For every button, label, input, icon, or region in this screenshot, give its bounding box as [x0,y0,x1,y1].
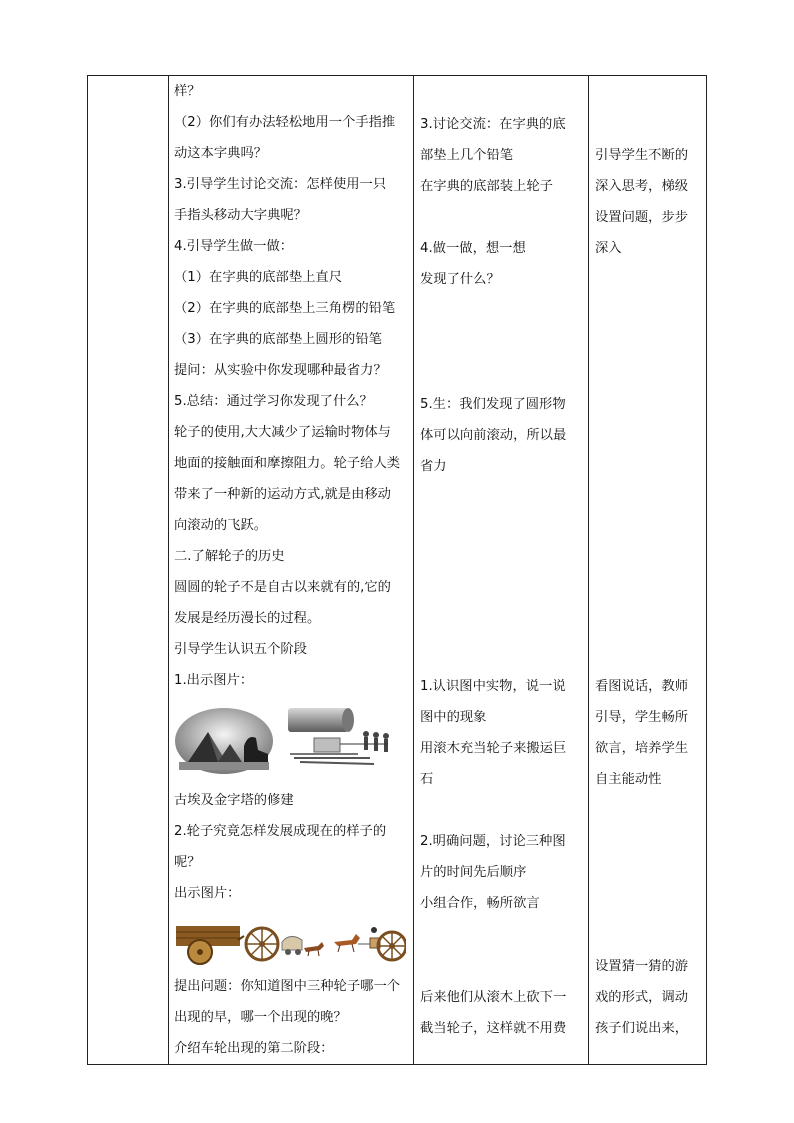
c2-2: 动这本字典吗？ [174,146,268,161]
c2-12: 地面的接触面和摩擦阻力。轮子给人类 [174,456,401,471]
c2-14: 向滚动的飞跃。 [174,518,268,533]
column-divider [588,76,589,1064]
c2-10: 5.总结：通过学习你发现了什么？ [174,394,373,409]
c3-12: 2.明确问题，讨论三种图 [420,834,566,849]
column-divider [413,76,414,1064]
c3-1: 部垫上几个铅笔 [420,148,514,163]
c2-5: 4.引导学生做一做： [174,239,294,254]
pyramid-sphinx-photo [175,708,273,774]
c3-14: 小组合作，畅所欲言 [420,896,540,911]
c3-7: 省力 [420,459,447,474]
c3-9: 图中的现象 [420,710,487,725]
wheels-figure [174,918,406,966]
c3-4: 发现了什么？ [420,272,500,287]
c4-3: 深入 [595,241,622,256]
c4-7: 自主能动性 [595,772,662,787]
c3-13: 片的时间先后顺序 [420,865,527,880]
c2-23: 出示图片： [174,886,241,901]
c2-17: 发展是经历漫长的过程。 [174,611,321,626]
c3-15: 后来他们从滚木上砍下一 [420,990,567,1005]
design-intent-column [595,76,707,1064]
c4-8: 设置猜一猜的游 [595,959,689,974]
c4-0: 引导学生不断的 [595,148,689,163]
c2-19: 1.出示图片： [174,673,254,688]
c2-0: 样？ [174,84,201,99]
c3-3: 4.做一做，想一想 [420,241,526,256]
c3-10: 用滚木充当轮子来搬运巨 [420,741,567,756]
c4-5: 引导，学生畅所 [595,710,689,725]
c2-20: 古埃及金字塔的修建 [174,793,294,808]
c2-3: 3.引导学生讨论交流：怎样使用一只 [174,177,387,192]
horse-wagon [246,928,324,960]
lesson-table [87,75,707,1065]
c3-0: 3.讨论交流：在字典的底 [420,117,566,132]
teacher-activity-column [174,76,412,1064]
c4-2: 设置问题，步步 [595,210,689,225]
empty-first-column [88,76,168,1064]
c2-24: 提出问题：你知道图中三种轮子哪一个 [174,979,401,994]
c2-11: 轮子的使用,大大减少了运输时物体与 [174,425,391,440]
c2-21: 2.轮子究竟怎样发展成现在的样子的 [174,824,387,839]
c2-22: 呢？ [174,855,201,870]
c2-26: 介绍车轮出现的第二阶段： [174,1041,334,1056]
c3-11: 石 [420,772,434,787]
wooden-cart [176,926,244,964]
horse-chariot [334,927,406,960]
log-rolling-stone-illustration [288,708,389,764]
pyramid-figure [174,704,406,774]
c3-8: 1.认识图中实物，说一说 [420,679,566,694]
c2-6: （1）在字典的底部垫上直尺 [174,270,343,285]
c4-6: 欲言，培养学生 [595,741,689,756]
c3-2: 在字典的底部装上轮子 [420,179,553,194]
c4-4: 看图说话，教师 [595,679,689,694]
c4-9: 戏的形式，调动 [595,990,689,1005]
c3-6: 体可以向前滚动，所以最 [420,428,567,443]
c2-25: 出现的早，哪一个出现的晚？ [174,1010,347,1025]
c2-18: 引导学生认识五个阶段 [174,642,307,657]
c2-15: 二.了解轮子的历史 [174,549,285,564]
c2-13: 带来了一种新的运动方式,就是由移动 [174,487,391,502]
c2-7: （2）在字典的底部垫上三角楞的铅笔 [174,301,396,316]
c2-8: （3）在字典的底部垫上圆形的铅笔 [174,332,382,347]
student-activity-column [420,76,588,1064]
c2-4: 手指头移动大字典呢？ [174,208,307,223]
column-divider [168,76,169,1064]
c3-5: 5.生：我们发现了圆形物 [420,397,566,412]
c2-9: 提问：从实验中你发现哪种最省力？ [174,363,387,378]
c2-16: 圆圆的轮子不是自古以来就有的,它的 [174,580,391,595]
c3-16: 截当轮子，这样就不用费 [420,1021,567,1036]
c4-10: 孩子们说出来， [595,1021,689,1036]
c2-1: （2）你们有办法轻松地用一个手指推 [174,115,396,130]
c4-1: 深入思考，梯级 [595,179,689,194]
